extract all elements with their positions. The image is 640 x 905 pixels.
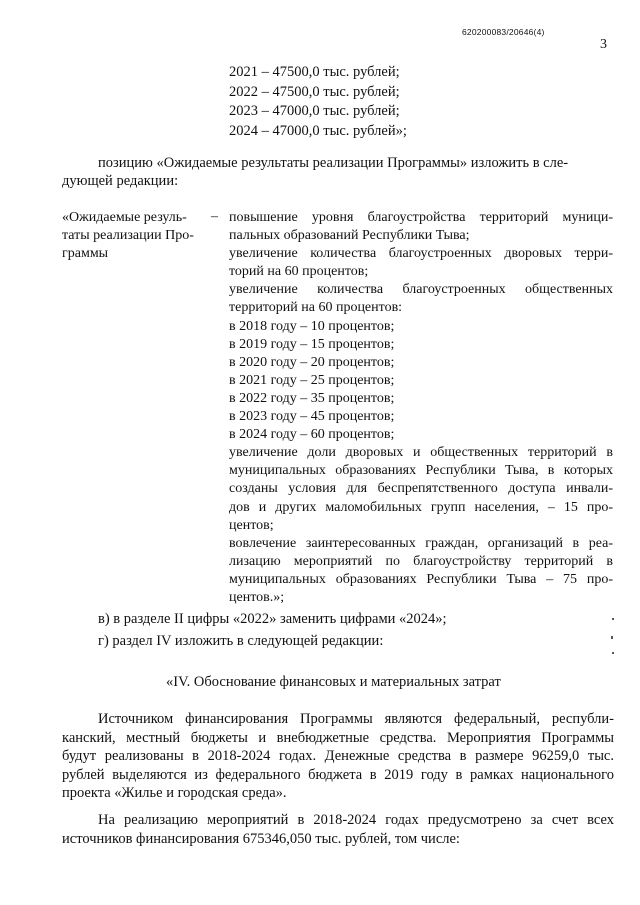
position-dash: –: [211, 209, 218, 224]
result-line: пальных образований Республики Тыва;: [229, 228, 470, 244]
body-paragraph-2: [62, 811, 614, 848]
result-line: в 2021 году – 25 процентов;: [229, 372, 395, 388]
result-line: в 2024 году – 60 процентов;: [229, 427, 395, 443]
scan-speck: [611, 636, 613, 639]
result-line: увеличение количества благоустроенных общественных: [229, 282, 613, 298]
budget-line: 2021 – 47500,0 тыс. рублей;: [229, 64, 400, 80]
body-line: источников финансирования 675346,050 тыс. рублей, том числе:: [62, 830, 460, 847]
result-line: лизацию мероприятий по благоустройству территорий в: [229, 553, 613, 569]
budget-line: 2022 – 47500,0 тыс. рублей;: [229, 83, 400, 100]
result-line: торий на 60 процентов;: [229, 264, 369, 280]
budget-line: 2023 – 47000,0 тыс. рублей;: [229, 103, 400, 119]
body-line: рублей выделяются из федерального бюджета в 2019 году в рамках национального: [62, 766, 614, 783]
result-line: увеличение доли дворовых и общественных территорий в: [229, 445, 613, 461]
scan-speck: [612, 652, 614, 654]
result-line: созданы условия для беспрепятственного доступа инвали-: [229, 481, 613, 497]
body-line: проекта «Жилье и городская среда».: [62, 785, 287, 802]
result-line: в 2018 году – 10 процентов;: [229, 318, 395, 334]
body-paragraph-1: [62, 710, 614, 803]
budget-list: [229, 63, 407, 141]
body-line: будут реализованы в 2018-2024 годах. Денежные средства в размере 96259,0 тыс.: [62, 748, 614, 765]
document-id: 620200083/20646(4): [462, 27, 545, 37]
intro-line-2: дующей редакции:: [62, 173, 179, 189]
item-g: г) раздел IV изложить в следующей редакции:: [98, 633, 384, 649]
result-line: в 2019 году – 15 процентов;: [229, 336, 395, 352]
position-label-line: граммы: [62, 246, 109, 261]
body-line: На реализацию мероприятий в 2018-2024 годах предусмотрено за счет всех: [98, 812, 614, 828]
budget-line: 2024 – 47000,0 тыс. рублей»;: [229, 122, 407, 139]
result-line: территорий на 60 процентов:: [229, 300, 403, 316]
result-line: дов и других маломобильных групп населения, – 15 про-: [229, 499, 613, 515]
result-line: в 2020 году – 20 процентов;: [229, 354, 395, 370]
result-line: увеличение количества благоустроенных дворовых терри-: [229, 246, 613, 262]
intro-line-1: позицию «Ожидаемые результаты реализации Программы» изложить в сле-: [98, 155, 569, 171]
position-label-line: таты реализации Про-: [62, 228, 194, 243]
result-line: муниципальных образованиях Республики Тыва, в которых: [229, 463, 613, 479]
body-line: Источником финансирования Программы являются федеральный, республи-: [98, 711, 614, 727]
page-number: 3: [600, 37, 607, 52]
position-label: [62, 209, 194, 263]
result-line: повышение уровня благоустройства территорий муници-: [229, 210, 613, 225]
expected-results: [229, 209, 613, 607]
result-line: в 2022 году – 35 процентов;: [229, 390, 395, 406]
position-label-line: «Ожидаемые резуль-: [62, 210, 187, 225]
section-heading: «IV. Обоснование финансовых и материальных затрат: [166, 674, 501, 690]
body-line: канский, местный бюджеты и внебюджетные средства. Мероприятия Программы: [62, 729, 614, 746]
result-line: муниципальных образованиях Республики Тыва – 75 про-: [229, 571, 613, 587]
result-line: центов;: [229, 517, 274, 533]
result-line: центов.»;: [229, 589, 285, 605]
result-line: в 2023 году – 45 процентов;: [229, 409, 395, 425]
scan-speck: [612, 618, 614, 620]
item-v: в) в разделе II цифры «2022» заменить цифрами «2024»;: [98, 611, 447, 627]
result-line: вовлечение заинтересованных граждан, организаций в реа-: [229, 535, 613, 551]
